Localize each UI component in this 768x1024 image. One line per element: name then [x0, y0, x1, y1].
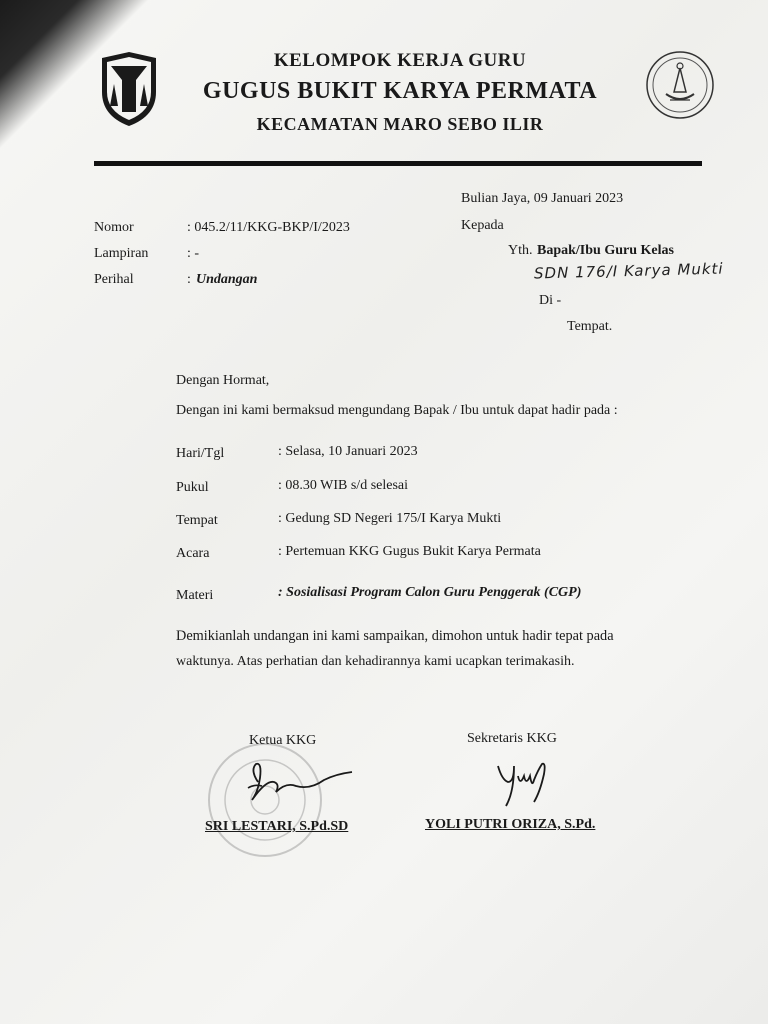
perihal-label: Perihal [94, 272, 134, 287]
tempat-label: Tempat. [567, 319, 613, 334]
yth-name: Bapak/Ibu Guru Kelas [537, 243, 674, 258]
lampiran-value: : - [187, 246, 200, 261]
closing-line2: waktunya. Atas perhatian dan kehadirannya kami ucapkan terimakasih. [176, 654, 575, 669]
detail-label-hari: Hari/Tgl [176, 446, 225, 461]
closing-line1: Demikianlah undangan ini kami sampaikan, dimohon untuk hadir tepat pada [176, 628, 614, 644]
lampiran-label: Lampiran [94, 246, 149, 261]
nomor-value: : 045.2/11/KKG-BKP/I/2023 [187, 220, 350, 235]
di-label: Di - [539, 293, 562, 308]
kkg-emblem-icon [96, 50, 162, 128]
yth-prefix: Yth. [508, 243, 533, 258]
place-date: Bulian Jaya, 09 Januari 2023 [461, 191, 624, 206]
ketua-signature-icon [240, 760, 360, 810]
header-line2: GUGUS BUKIT KARYA PERMATA [202, 78, 598, 104]
detail-value-materi: : Sosialisasi Program Calon Guru Penggerak (CGP) [278, 585, 582, 600]
intro-text: Dengan ini kami bermaksud mengundang Bapak / Ibu untuk dapat hadir pada : [176, 403, 618, 418]
perihal-value: Undangan [196, 272, 258, 287]
handwritten-school: SDN 176/I Karya Mukti [533, 259, 724, 283]
kepada-label: Kepada [461, 218, 504, 233]
detail-value-acara: : Pertemuan KKG Gugus Bukit Karya Permata [278, 544, 541, 559]
sekretaris-name: YOLI PUTRI ORIZA, S.Pd. [425, 817, 596, 832]
greeting: Dengan Hormat, [176, 373, 270, 388]
tut-wuri-handayani-icon [644, 48, 716, 122]
detail-label-materi: Materi [176, 588, 214, 603]
sekretaris-signature-icon [488, 752, 558, 812]
detail-label-tempat: Tempat [176, 513, 218, 528]
detail-value-tempat: : Gedung SD Negeri 175/I Karya Mukti [278, 511, 502, 526]
ketua-title: Ketua KKG [249, 733, 317, 748]
perihal-colon: : [187, 272, 191, 287]
detail-value-pukul: : 08.30 WIB s/d selesai [278, 478, 409, 493]
detail-label-acara: Acara [176, 546, 210, 561]
nomor-label: Nomor [94, 220, 134, 235]
detail-value-hari: : Selasa, 10 Januari 2023 [278, 444, 418, 459]
header-line3: KECAMATAN MARO SEBO ILIR [256, 114, 544, 134]
ketua-name: SRI LESTARI, S.Pd.SD [205, 819, 349, 834]
detail-label-pukul: Pukul [176, 480, 209, 495]
header-line1: KELOMPOK KERJA GURU [273, 50, 527, 71]
sekretaris-title: Sekretaris KKG [467, 731, 557, 746]
header-divider [94, 161, 702, 166]
